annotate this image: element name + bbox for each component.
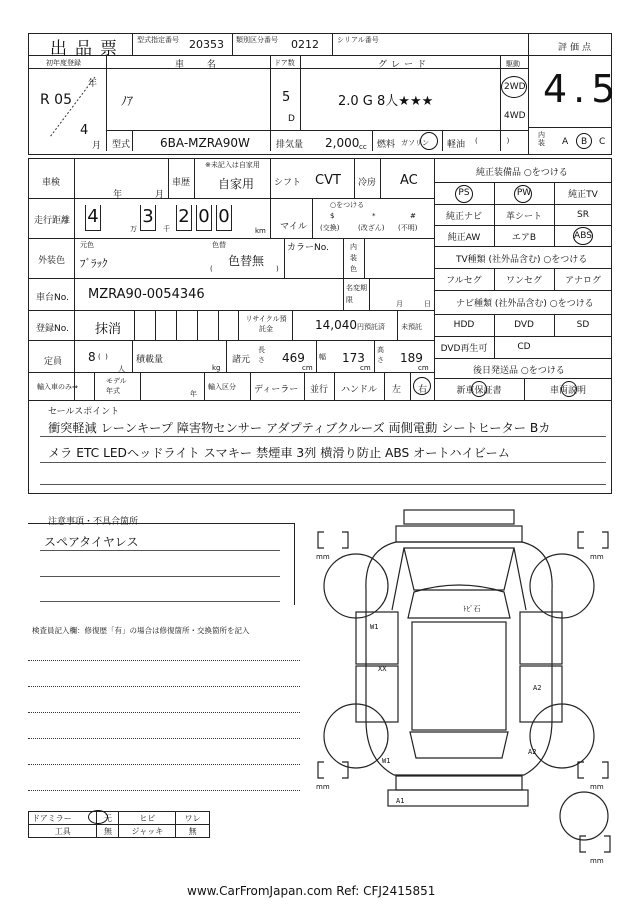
sales-underline-1 bbox=[40, 436, 606, 437]
color-no-label: カラーNo. bbox=[287, 243, 329, 253]
jack-value: 無 bbox=[176, 825, 210, 838]
tv-title: TV種類 (社外品含む) ○をつける bbox=[456, 255, 588, 265]
type-label: 型式 bbox=[112, 140, 131, 150]
first-reg-slash bbox=[40, 72, 100, 142]
equip-pw: PW bbox=[516, 188, 532, 198]
navi-title: ナビ種類 (社外品含む) ○をつける bbox=[456, 299, 594, 309]
fuel-circle bbox=[420, 132, 438, 150]
equip-leather: 革シート bbox=[505, 211, 542, 222]
mileage-label: 走行距離 bbox=[34, 216, 71, 226]
mirror-circle bbox=[88, 810, 108, 824]
serial-label: シリアル番号 bbox=[337, 36, 379, 44]
handle-right-circle bbox=[413, 377, 431, 395]
navi-hdd: HDD bbox=[453, 320, 475, 330]
capacity-unit: 人 bbox=[118, 365, 125, 373]
sales-underline-2 bbox=[40, 462, 606, 463]
later-manual-circle bbox=[561, 381, 577, 397]
category-label: 類別区分番号 bbox=[236, 36, 278, 44]
inspect-month: 月 bbox=[396, 300, 403, 308]
repaint-paren-r: ) bbox=[276, 265, 279, 273]
sales-line-2: メラ ETC LEDヘッドライト スマキー 禁煙車 3列 横滑り防止 ABS オートハイビーム bbox=[48, 446, 510, 460]
capacity-paren: ( ) bbox=[98, 353, 108, 361]
color-label: 外装色 bbox=[38, 256, 66, 266]
first-reg-month: 4 bbox=[80, 123, 89, 138]
interior-color-label: 内装色 bbox=[350, 243, 357, 273]
mileage-digit-4: 0 bbox=[198, 206, 210, 227]
reg-label: 登録No. bbox=[36, 324, 69, 334]
equip-airbag: エアB bbox=[511, 232, 537, 243]
equip-aw: 純正AW bbox=[447, 232, 481, 243]
cd-label: CD bbox=[517, 342, 531, 352]
dvd-playback: DVD再生可 bbox=[440, 343, 488, 354]
crack-label: ヒビ bbox=[119, 812, 176, 825]
interior-grade-circle bbox=[576, 133, 592, 149]
drive-2wd: 2WD bbox=[504, 82, 526, 92]
cc-unit: cc bbox=[359, 143, 367, 151]
handle-label: ハンドル bbox=[341, 385, 378, 395]
replace-unknown: (不明) bbox=[398, 224, 418, 232]
orig-color-label: 元色 bbox=[80, 241, 94, 249]
repaint-value: 色替無 bbox=[228, 254, 265, 268]
import-parallel: 並行 bbox=[310, 385, 329, 395]
notes-underline-1 bbox=[40, 550, 280, 551]
doors: 5 bbox=[282, 90, 291, 105]
first-reg-year-unit: 年 bbox=[88, 79, 98, 89]
equip-ps: PS bbox=[458, 188, 470, 198]
equip-ps-circle bbox=[455, 185, 473, 203]
dims-label: 諸元 bbox=[232, 355, 251, 365]
notes-underline-2 bbox=[40, 576, 280, 577]
mm-front-right: mm bbox=[590, 553, 604, 561]
notes-label: 注意事項・不具合箇所 bbox=[48, 517, 139, 527]
mm-rear-right: mm bbox=[590, 783, 604, 791]
doors-label: ドア数 bbox=[274, 59, 295, 67]
capacity-value: 8 bbox=[88, 350, 96, 364]
mm-spare: mm bbox=[590, 857, 604, 865]
color-value: ﾌﾞﾗｯｸ bbox=[80, 257, 108, 270]
shift-value: CVT bbox=[315, 173, 341, 188]
footer-ref: www.CarFromJapan.com Ref: CFJ2415851 bbox=[187, 884, 436, 898]
history-note: ※未記入は自家用 bbox=[205, 161, 260, 169]
grade: 2.0 G 8人★★★ bbox=[338, 94, 434, 109]
grade-label: グレード bbox=[378, 60, 431, 70]
diesel-paren: ( ) bbox=[475, 137, 510, 145]
later-warranty-circle bbox=[471, 381, 487, 397]
tools-label: 工具 bbox=[29, 825, 97, 838]
repaint-paren-l: ( bbox=[210, 265, 213, 273]
width-unit: cm bbox=[360, 364, 371, 372]
ac-value: AC bbox=[400, 173, 418, 188]
recycle-value: 14,040 bbox=[315, 318, 357, 332]
inspector-label: 検査員記入欄：修復歴「有」の場合は修復箇所・交換箇所を記入 bbox=[32, 626, 250, 635]
mirror-label: ドアミラー bbox=[29, 812, 97, 825]
mark-chip: ﾄﾋﾞ石 bbox=[463, 605, 481, 613]
import-year: 年 bbox=[190, 390, 197, 398]
car-name-label: 車 名 bbox=[175, 60, 226, 70]
interior-label: 内装 bbox=[538, 131, 545, 147]
inspect-day: 日 bbox=[424, 300, 431, 308]
notes-underline-3 bbox=[40, 601, 280, 602]
inspector-line-4 bbox=[28, 738, 300, 739]
displacement: 2,000 bbox=[325, 136, 360, 150]
import-dealer: ディーラー bbox=[254, 385, 299, 395]
mileage-digit-1: 4 bbox=[87, 206, 99, 227]
height-value: 189 bbox=[400, 351, 423, 365]
inspector-line-2 bbox=[28, 686, 300, 687]
equip-title: 純正装備品 ○をつける bbox=[476, 168, 568, 178]
score-label: 評価点 bbox=[558, 43, 595, 53]
import-type-label: 輸入区分 bbox=[208, 383, 236, 391]
navi-sd: SD bbox=[576, 320, 590, 330]
reg-value: 抹消 bbox=[95, 322, 122, 337]
history-label: 車歴 bbox=[172, 178, 191, 188]
interior-grade-c: C bbox=[599, 137, 606, 147]
jack-label: ジャッキ bbox=[119, 825, 176, 838]
mm-rear-left: mm bbox=[316, 783, 330, 791]
inspector-line-1 bbox=[28, 660, 300, 661]
inspector-line-3 bbox=[28, 712, 300, 713]
interior-grade-a: A bbox=[562, 137, 569, 147]
equip-sr: SR bbox=[577, 210, 589, 220]
length-unit: cm bbox=[302, 364, 313, 372]
tv-fullseg: フルセグ bbox=[446, 275, 482, 286]
chassis-label: 車台No. bbox=[36, 293, 69, 303]
sen-unit: 千 bbox=[163, 225, 170, 233]
replace-note: ○をつける bbox=[330, 201, 365, 209]
model-cert-no: 20353 bbox=[189, 38, 224, 51]
sales-label: セールスポイント bbox=[48, 407, 120, 417]
door-type: D bbox=[288, 114, 295, 124]
first-reg-era: R 05 bbox=[40, 92, 72, 108]
inspector-line-6 bbox=[28, 790, 300, 791]
replace-hash: # bbox=[410, 212, 416, 220]
tv-oneseg: ワンセグ bbox=[505, 275, 542, 286]
capacity-label: 定員 bbox=[44, 357, 63, 367]
later-title: 後日発送品 ○をつける bbox=[473, 366, 565, 376]
displacement-label: 排気量 bbox=[276, 140, 304, 150]
interior-grade-b: B bbox=[581, 137, 588, 147]
tools-value: 無 bbox=[97, 825, 119, 838]
model-cert-label: 型式指定番号 bbox=[137, 36, 179, 44]
repaint-label: 色替 bbox=[212, 241, 226, 249]
shift-label: シフト bbox=[274, 178, 302, 188]
mileage-digit-5: 0 bbox=[218, 206, 230, 227]
man-unit: 万 bbox=[130, 225, 137, 233]
mark-a2-lower: A2 bbox=[528, 748, 537, 756]
load-label: 積載量 bbox=[136, 355, 164, 365]
fuel-value: ガソリン bbox=[401, 139, 429, 147]
mileage-digit-3: 2 bbox=[178, 206, 190, 227]
sales-line-1: 衝突軽減 レーンキープ 障害物センサー アダプティブクルーズ 両側電動 シートヒーター Bカ bbox=[48, 421, 551, 435]
recycle-unit: 円預託済 bbox=[357, 323, 385, 331]
break-label: ワレ bbox=[176, 812, 210, 825]
inspector-line-5 bbox=[28, 764, 300, 765]
replace-tamper: (改ざん) bbox=[358, 224, 385, 232]
car-diagram bbox=[304, 500, 614, 870]
mileage-digit-2: 3 bbox=[142, 206, 154, 227]
length-label: 長さ bbox=[258, 346, 265, 364]
equip-tv: 純正TV bbox=[568, 189, 598, 200]
navi-dvd: DVD bbox=[514, 320, 534, 330]
mirror-tools-table bbox=[28, 811, 210, 838]
import-label: 輸入車のみ⇒ bbox=[37, 383, 78, 391]
chassis-value: MZRA90-0054346 bbox=[88, 287, 205, 302]
replace-exchange: (交換) bbox=[320, 224, 340, 232]
equip-abs-circle bbox=[573, 227, 593, 245]
shaken-label: 車検 bbox=[42, 178, 61, 188]
mm-front-left: mm bbox=[316, 553, 330, 561]
mark-w1-rear: W1 bbox=[382, 757, 391, 765]
mirror-value: 无 bbox=[97, 812, 119, 825]
later-manual: 車両説明 bbox=[549, 385, 586, 396]
width-label: 幅 bbox=[319, 353, 326, 361]
mark-a1: A1 bbox=[396, 797, 405, 805]
history-value: 自家用 bbox=[218, 177, 255, 191]
load-unit: kg bbox=[212, 364, 221, 372]
form-title: 出品票 bbox=[50, 39, 125, 59]
length-value: 469 bbox=[282, 351, 305, 365]
inspect-label: 名変期限 bbox=[346, 284, 367, 304]
km-unit: km bbox=[255, 227, 266, 235]
replace-dollar: $ bbox=[330, 212, 335, 220]
diesel-label: 軽油 bbox=[447, 140, 466, 150]
replace-star: * bbox=[372, 212, 376, 220]
later-warranty: 新車保証書 bbox=[456, 385, 502, 396]
mile-label: マイル bbox=[280, 222, 307, 232]
score-value: 4.5 bbox=[543, 67, 622, 111]
height-label: 高さ bbox=[377, 346, 384, 364]
fuel-label: 燃料 bbox=[377, 140, 396, 150]
sales-underline-3 bbox=[40, 484, 606, 485]
notes-line-1: スペアタイヤレス bbox=[44, 535, 139, 549]
shaken-month: 月 bbox=[155, 190, 165, 200]
mark-a2-upper: A2 bbox=[533, 684, 542, 692]
width-value: 173 bbox=[342, 351, 365, 365]
mark-xx: XX bbox=[378, 665, 387, 673]
handle-left: 左 bbox=[392, 385, 402, 395]
handle-right: 右 bbox=[418, 385, 428, 395]
equip-pw-circle bbox=[514, 185, 532, 203]
model-year-label: モデル年式 bbox=[106, 377, 127, 395]
equip-abs: ABS bbox=[574, 231, 592, 241]
ac-label: 冷房 bbox=[358, 178, 377, 188]
car-name: ﾉｱ bbox=[121, 94, 134, 108]
drive-4wd: 4WD bbox=[504, 111, 526, 121]
drive-2wd-circle bbox=[501, 76, 527, 98]
mark-w1-front: W1 bbox=[370, 623, 379, 631]
shaken-year: 年 bbox=[113, 190, 123, 200]
recycle-label: リサイクル預託金 bbox=[245, 315, 287, 333]
recycle-unpaid: 未預託 bbox=[401, 323, 422, 331]
equip-navi: 純正ナビ bbox=[445, 211, 482, 222]
height-unit: cm bbox=[418, 364, 429, 372]
vehicle-type: 6BA-MZRA90W bbox=[160, 136, 250, 150]
first-reg-label: 初年度登録 bbox=[46, 59, 81, 67]
drive-label: 駆動 bbox=[506, 60, 520, 68]
category-no: 0212 bbox=[291, 38, 319, 51]
first-reg-month-unit: 月 bbox=[92, 141, 102, 151]
tv-analog: アナログ bbox=[564, 275, 601, 286]
